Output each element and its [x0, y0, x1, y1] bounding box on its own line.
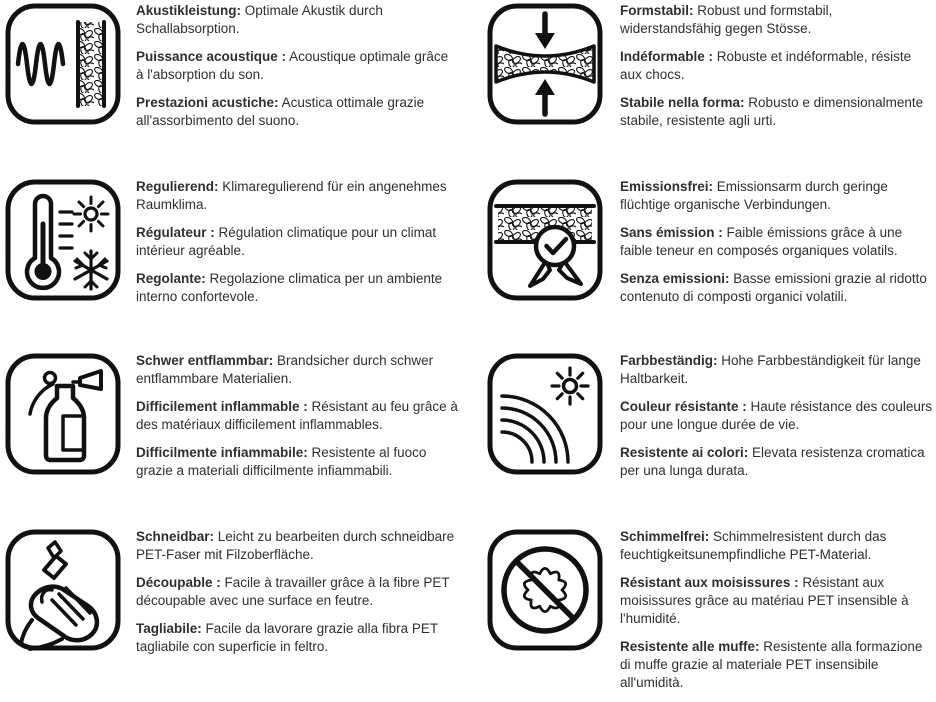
sun-icon: [552, 368, 588, 404]
text-fr: Couleur résistante : Haute résistance des couleurs pour une longue durée de vie.: [620, 399, 933, 432]
sun-icon: [74, 197, 108, 231]
feature-text: [136, 2, 458, 140]
shape-stability-icon: [486, 2, 604, 126]
feature-text: [620, 178, 934, 316]
climate-regulation-icon: [4, 178, 122, 302]
feature-text: [136, 528, 458, 666]
feature-climate: [0, 170, 468, 340]
color-fastness-icon: [486, 352, 604, 476]
sound-absorption-icon: [4, 2, 122, 126]
text-it: Difficilmente infiammabile: Resistente al fuoco grazie a materiali difficilmente infiammabili.: [136, 445, 427, 478]
text-fr: Sans émission : Faible émissions grâce à une faible teneur en composés organiques volatils.: [620, 225, 903, 258]
feature-mold-free: [468, 510, 936, 690]
snowflake-icon: [75, 251, 107, 289]
cuttable-hand-knife-icon: [4, 528, 122, 652]
feature-shape-stable: [468, 0, 936, 170]
feature-text: [620, 352, 934, 490]
text-de: Emissionsfrei: Emissionsarm durch geringe flüchtige organische Verbindungen.: [620, 179, 888, 212]
feature-text: [620, 2, 934, 140]
feature-cuttable: [0, 510, 468, 680]
no-mold-icon: [486, 528, 604, 652]
feature-text: [136, 178, 458, 316]
text-fr: Indéformable : Robuste et indéformable, résiste aux chocs.: [620, 49, 912, 82]
text-it: Stabile nella forma: Robusto e dimensionalmente stabile, resistente agli urti.: [620, 95, 924, 128]
text-fr: Puissance acoustique : Acoustique optimale grâce à l'absorption du son.: [136, 49, 449, 82]
text-de: Schneidbar: Leicht zu bearbeiten durch schneidbare PET-Faser mit Filzoberfläche.: [136, 529, 455, 562]
text-de: Formstabil: Robust und formstabil, widerstandsfähig gegen Stösse.: [620, 3, 833, 36]
low-emission-certificate-icon: [486, 178, 604, 302]
text-it: Resistente alle muffe: Resistente alla formazione di muffe grazie al materiale PET insensibile all'umidità.: [620, 639, 923, 690]
text-de: Farbbeständig: Hohe Farbbeständigkeit für lange Haltbarkeit.: [620, 353, 921, 386]
feature-color-fast: [468, 340, 936, 510]
text-de: Akustikleistung: Optimale Akustik durch Schallabsorption.: [136, 3, 383, 36]
text-de: Schwer entflammbar: Brandsicher durch schwer entflammbare Materialien.: [136, 353, 434, 386]
feature-emission-free: [468, 170, 936, 340]
text-fr: Découpable : Facile à travailler grâce à la fibre PET découpable avec une surface en feutre.: [136, 575, 450, 608]
text-fr: Difficilement inflammable : Résistant au feu grâce à des matériaux difficilement inflammables.: [136, 399, 458, 432]
text-it: Resistente ai colori: Elevata resistenza cromatica per una lunga durata.: [620, 445, 925, 478]
feature-text: [620, 528, 934, 702]
text-it: Regolante: Regolazione climatica per un ambiente interno confortevole.: [136, 271, 443, 304]
text-de: Regulierend: Klimaregulierend für ein angenehmes Raumklima.: [136, 179, 447, 212]
text-fr: Régulateur : Régulation climatique pour un climat intérieur agréable.: [136, 225, 437, 258]
feature-text: [136, 352, 458, 490]
text-de: Schimmelfrei: Schimmelresistent durch das feuchtigkeitsunempfindliche PET-Material.: [620, 529, 887, 562]
fire-extinguisher-icon: [4, 352, 122, 476]
text-it: Senza emissioni: Basse emissioni grazie al ridotto contenuto di composti organici volatili.: [620, 271, 927, 304]
feature-flame-retardant: [0, 340, 468, 510]
text-it: Prestazioni acustiche: Acustica ottimale grazie all'assorbimento del suono.: [136, 95, 425, 128]
text-it: Tagliabile: Facile da lavorare grazie alla fibra PET tagliabile con superficie in feltro.: [136, 621, 438, 654]
text-fr: Résistant aux moisissures : Résistant aux moisissures grâce au matériau PET insensible à l'humidité.: [620, 575, 909, 626]
feature-acoustic: [0, 0, 468, 170]
